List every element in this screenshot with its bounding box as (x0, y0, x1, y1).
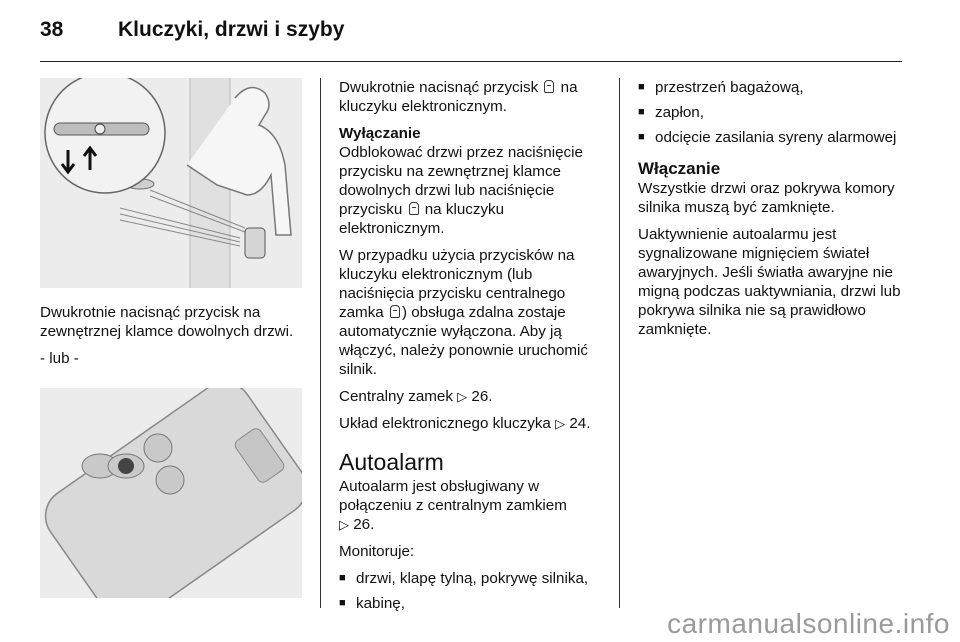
activation-text-1: Wszystkie drzwi oraz pokrywa komory silnika muszą być zamknięte. (638, 180, 895, 216)
list-item: ■ przestrzeń bagażową, (638, 78, 906, 97)
column-2 (339, 78, 607, 619)
unlock-text: Odblokować drzwi przez naciśnięcie przycisku na zewnętrznej klamce dowolnych drzwi lub naciśnięcie przycisku na kluczyku elektronicznym. (339, 144, 583, 237)
column-rule-1 (320, 78, 321, 608)
list-item: ■ kabinę, (339, 594, 607, 613)
figure-caption-1: Dwukrotnie nacisnąć przycisk na zewnętrznej klamce dowolnych drzwi. - lub - (40, 304, 294, 367)
subheading-activation: Włączanie (638, 159, 721, 178)
remote-disable-text: W przypadku użycia przycisków na kluczyku elektronicznym (lub naciśnięcia przycisku centralnego zamka ) obsługa zdalna zostaje automatycznie wyłączona. Aby ją włączyć, należy ponownie uruchomić silnik. (339, 247, 589, 378)
reference-arrow-icon: ▷ (339, 517, 349, 532)
subheading-deactivation: Wyłączanie (339, 125, 421, 142)
reference-arrow-icon: ▷ (555, 416, 566, 431)
unlock-icon (409, 202, 419, 215)
section-heading-autoalarm: Autoalarm (339, 449, 444, 475)
monitors-label: Monitoruje: (339, 543, 415, 560)
reference-arrow-icon: ▷ (457, 389, 468, 404)
door-handle-figure (40, 78, 302, 288)
list-item: ■ drzwi, klapę tylną, pokrywę silnika, (339, 569, 607, 588)
activation-text-2: Uaktywnienie autoalarmu jest sygnalizowane mignięciem świateł awaryjnych. Jeśli światła awaryjne nie migną podczas uaktywniania, drzwi lub pokrywa silnika nie są prawidłowo zamknięte. (638, 226, 901, 338)
watermark: carmanualsonline.info (667, 608, 950, 639)
column-rule-2 (619, 78, 620, 608)
list-item: ■ zapłon, (638, 103, 906, 122)
column-3 (638, 78, 906, 347)
press-twice-text: Dwukrotnie nacisnąć przycisk na kluczyku elektronicznym. (339, 79, 578, 115)
autoalarm-intro: Autoalarm jest obsługiwany w połączeniu z centralnym zamkiem ▷ 26. (339, 478, 567, 533)
reference-electronic-key: Układ elektronicznego kluczyka ▷ 24. (339, 415, 591, 432)
page-title: Kluczyki, drzwi i szyby (118, 18, 345, 41)
header-rule (40, 61, 902, 62)
list-item: ■ odcięcie zasilania syreny alarmowej (638, 128, 906, 147)
lock-icon (390, 305, 400, 318)
reference-central-lock: Centralny zamek ▷ 26. (339, 388, 493, 405)
key-card-figure (40, 388, 302, 598)
key-button-icon (544, 80, 554, 93)
page-number: 38 (40, 18, 64, 41)
